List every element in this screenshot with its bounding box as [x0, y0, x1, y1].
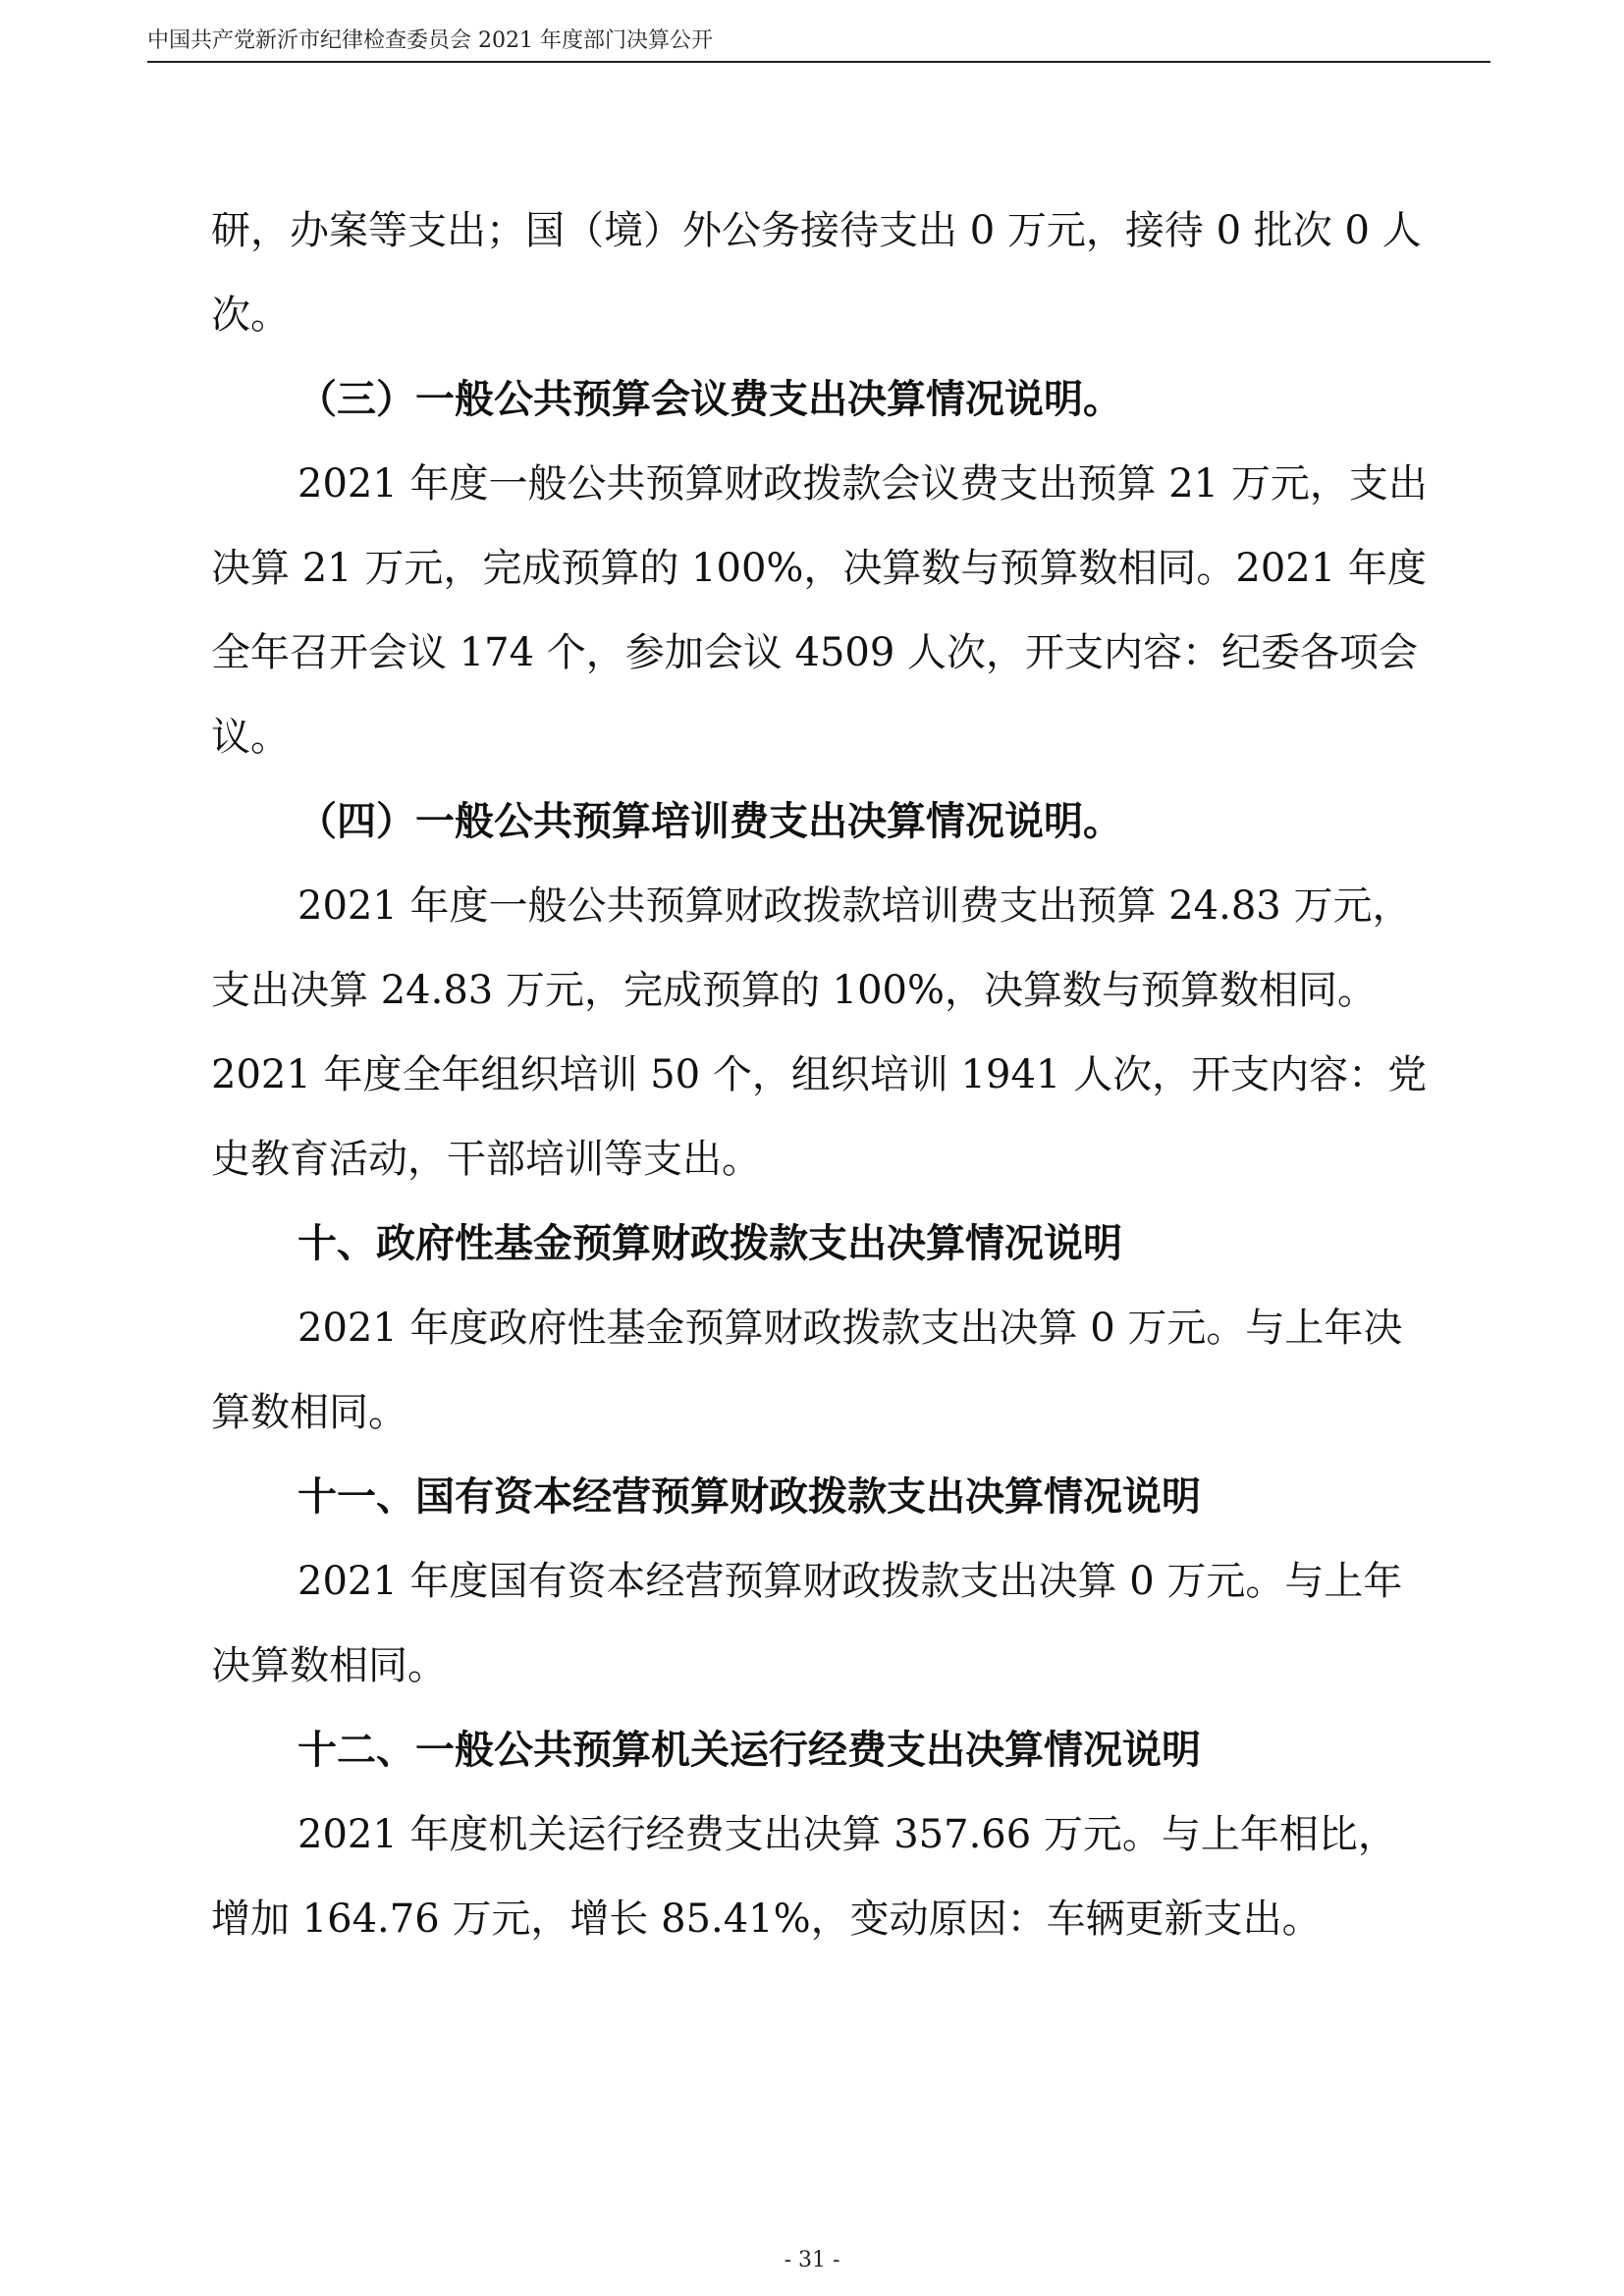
document-body — [211, 188, 1429, 1961]
paragraph-continued: 研，办案等支出；国（境）外公务接待支出 0 万元，接待 0 批次 0 人次。 — [211, 208, 1422, 338]
section-heading-training-fees: （四）一般公共预算培训费支出决算情况说明。 — [298, 798, 1122, 844]
paragraph-training-fees: 2021 年度一般公共预算财政拨款培训费支出预算 24.83 万元，支出决算 24.83 万元，完成预算的 100%，决算数与预算数相同。2021 年度全年组织培训 50 个，组织培训 1941 人次，开支内容：党史教育活动，干部培训等支出。 — [211, 883, 1428, 1182]
paragraph-meeting-fees: 2021 年度一般公共预算财政拨款会议费支出预算 21 万元，支出决算 21 万元，完成预算的 100%，决算数与预算数相同。2021 年度全年召开会议 174 个，参加会议 4509 人次，开支内容：纪委各项会议。 — [211, 461, 1428, 760]
page-number: - 31 - — [784, 2248, 840, 2272]
paragraph-operating-costs: 2021 年度机关运行经费支出决算 357.66 万元。与上年相比，增加 164.76 万元，增长 85.41%，变动原因：车辆更新支出。 — [211, 1812, 1397, 1942]
paragraph-state-capital: 2021 年度国有资本经营预算财政拨款支出决算 0 万元。与上年决算数相同。 — [211, 1559, 1403, 1688]
paragraph-government-fund: 2021 年度政府性基金预算财政拨款支出决算 0 万元。与上年决算数相同。 — [211, 1306, 1403, 1435]
section-heading-state-capital: 十一、国有资本经营预算财政拨款支出决算情况说明 — [298, 1473, 1201, 1520]
section-heading-government-fund: 十、政府性基金预算财政拨款支出决算情况说明 — [298, 1220, 1122, 1266]
section-heading-operating-costs: 十二、一般公共预算机关运行经费支出决算情况说明 — [298, 1727, 1201, 1773]
section-heading-meeting-fees: （三）一般公共预算会议费支出决算情况说明。 — [298, 376, 1122, 422]
page-header-title: 中国共产党新沂市纪律检查委员会 2021 年度部门决算公开 — [147, 28, 713, 53]
header-divider — [147, 61, 1490, 63]
